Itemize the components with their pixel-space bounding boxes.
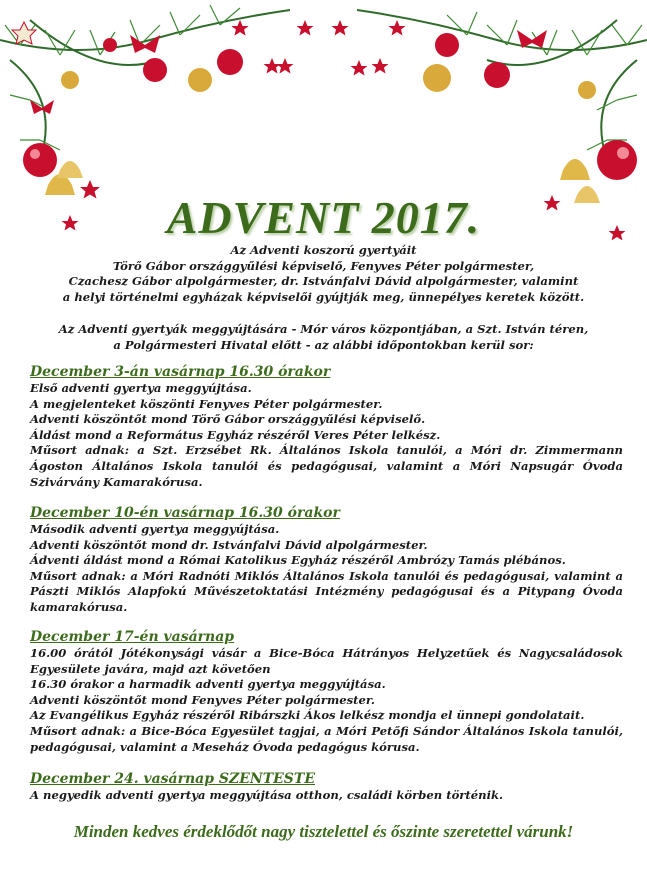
gold-ornament	[61, 71, 79, 89]
section-body: Első adventi gyertya meggyújtása. A megjelenteket köszönti Fenyves Péter polgármester. Adventi köszöntőt mond Törő Gábor országgyűlési képviselő. Áldást mond a Református Egyház részéről Veres Péter lelkész. Műsort adnak: a Szt. Erzsébet Rk. Általános Iskola tanulói, a Móri dr. Zimmermann Ágoston Általános Iskola tanulói és pedagógusai, valamint a Móri Napsugár Óvoda Szivárvány Kamarakórusa.	[30, 381, 623, 489]
section-body: Második adventi gyertya meggyújtása. Adventi köszöntőt mond dr. Istvánfalvi Dávid alpolgármester. Ádventi áldást mond a Római Katolikus Egyház részéről Ambrózy Tamás plébános. Műsort adnak: a Móri Radnóti Miklós Általános Iskola tanulói és pedagógusai, valamint a Pászti Miklós Alapfokú Művészetoktatási Intézmény pedagógusai és a Pitypang Óvoda kamarakórusa.	[30, 522, 623, 614]
red-ornament	[484, 62, 510, 88]
section-heading: December 10-én vasárnap 16.30 órakor	[30, 505, 340, 521]
star-icon	[332, 20, 349, 36]
event-section-december-24	[30, 771, 623, 804]
closing-invitation: Minden kedves érdeklődőt nagy tisztelettel és őszinte szeretettel várunk!	[73, 822, 574, 841]
section-heading: December 24. vasárnap SZENTESTE	[30, 771, 316, 787]
bell-icon	[560, 159, 590, 180]
star-icon	[372, 58, 389, 74]
event-section-december-17	[30, 629, 623, 755]
intro-paragraph-2	[20, 322, 627, 353]
red-ornament	[143, 58, 167, 82]
red-ornament	[23, 143, 57, 177]
event-section-december-3	[30, 364, 623, 490]
intro-text: Az Adventi koszorú gyertyáit Törő Gábor országgyűlési képviselő, Fenyves Péter polgármester, Czachesz Gábor alpolgármester, dr. Istvánfalvi Dávid alpolgármester, valamint a helyi történelmi egyházak képviselői gyújtják meg, ünnepélyes keretek között.	[62, 243, 585, 304]
intro-paragraph-1	[20, 243, 627, 305]
red-ornament	[597, 140, 637, 180]
star-icon	[232, 20, 249, 36]
bell-icon	[57, 161, 83, 178]
event-section-december-10	[30, 505, 623, 616]
section-body: 16.00 órától Jótékonysági vásár a Bice-Bóca Hátrányos Helyzetűek és Nagycsaládosok Egyesülete javára, majd azt követően 16.30 órakor a harmadik adventi gyertya meggyújtása. Adventi köszöntőt mond Fenyves Péter polgármester. Az Evangélikus Egyház részéről Ribárszki Ákos lelkész mondja el ünnepi gondolatait. Műsort adnak: a Bice-Bóca Egyesület tagjai, a Móri Petőfi Sándor Általános Iskola tanulói, pedagógusai, valamint a Meseház Óvoda pedagógus kórusa.	[30, 646, 623, 754]
star-row-decoration	[200, 8, 450, 78]
intro-text: Az Adventi gyertyák meggyújtására - Mór város központjában, a Szt. István téren, a Polgármesteri Hivatal előtt - az alábbi időpontokban kerül sor:	[58, 322, 589, 352]
page-title: ADVENT 2017.	[166, 191, 481, 243]
star-icon	[264, 58, 281, 74]
section-heading: December 3-án vasárnap 16.30 órakor	[30, 364, 331, 380]
section-heading: December 17-én vasárnap	[30, 629, 235, 645]
gold-ornament	[578, 81, 596, 99]
section-body: A negyedik adventi gyertya meggyújtása otthon, családi körben történik.	[30, 788, 504, 802]
star-icon	[297, 20, 314, 36]
